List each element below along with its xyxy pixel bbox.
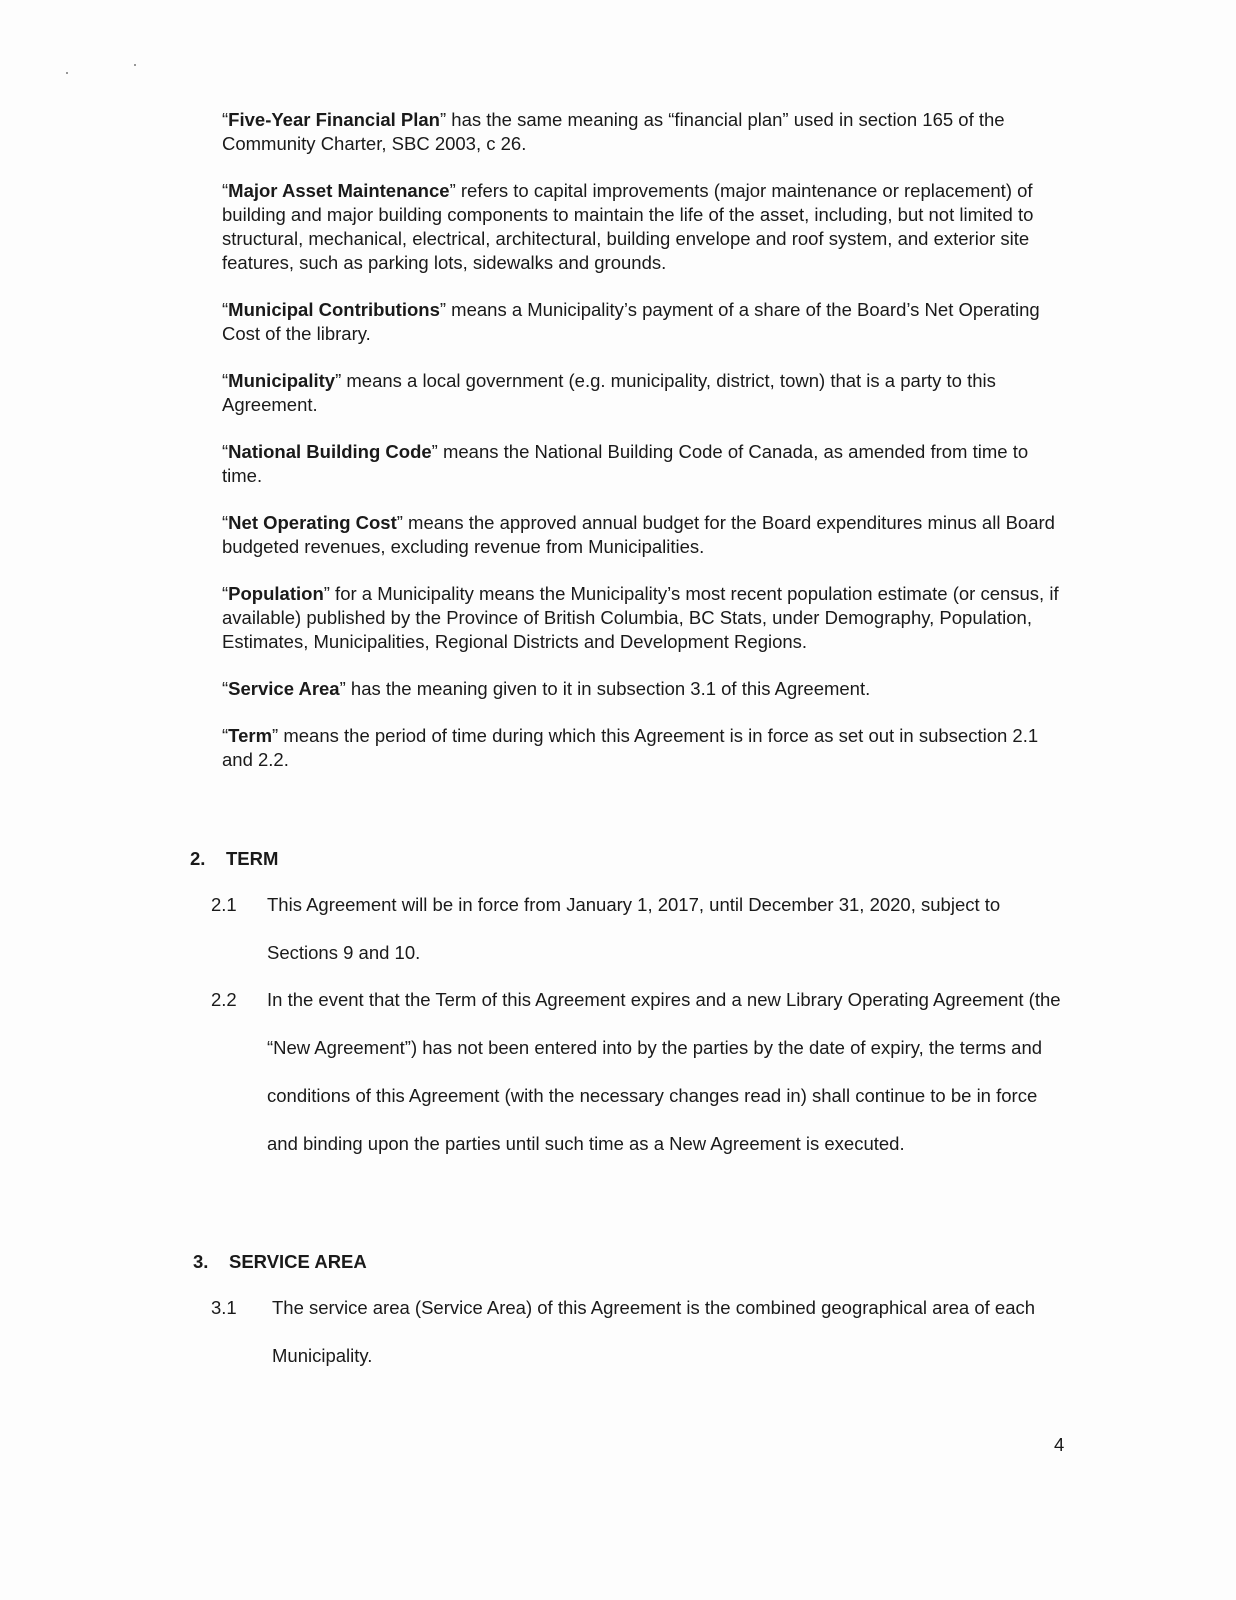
definition-text: ” refers to capital improvements (major maintenance or replacement) of building and major building components to maintain the life of the asset, including, but not limited to structural, mechanical, electrical, architectural, building envelope and roof system, and exterior site features, such as parking lots, sidewalks and grounds. (222, 180, 1034, 273)
clause-text: In the event that the Term of this Agreement expires and a new Library Operating Agreement (the “New Agreement”) has not been entered into by the parties by the date of expiry, the terms and conditions of this Agreement (with the necessary changes read in) shall continue to be in force and binding upon the parties until such time as a New Agreement is executed. (267, 989, 1061, 1154)
definition-text: ” means a Municipality’s payment of a share of the Board’s Net Operating Cost of the library. (222, 299, 1040, 344)
page-number: 4 (1054, 1434, 1065, 1455)
definition-five-year-financial-plan: “Five-Year Financial Plan” has the same meaning as “financial plan” used in section 165 of the Community Charter, SBC 2003, c 26. (222, 109, 1005, 154)
definition-term: Service Area (228, 678, 340, 699)
section-heading-term (190, 847, 278, 871)
definition-text: ” means the approved annual budget for the Board expenditures minus all Board budgeted revenues, excluding revenue from Municipalities. (222, 512, 1055, 557)
clause-number: 2.2 (211, 989, 237, 1010)
definitions-list (222, 108, 1072, 795)
definition-municipality: “Municipality” means a local government (e.g. municipality, district, town) that is a party to this Agreement. (222, 370, 996, 415)
definition-text: ” has the meaning given to it in subsection 3.1 of this Agreement. (339, 678, 871, 699)
definition-text: ” means the period of time during which this Agreement is in force as set out in subsection 2.1 and 2.2. (222, 725, 1039, 770)
definition-term: National Building Code (228, 441, 432, 462)
definition-term: Municipality (228, 370, 336, 391)
definition-term: Net Operating Cost (228, 512, 397, 533)
definition-term-label: Term (228, 725, 273, 746)
scan-speck (134, 64, 136, 66)
clause-text: The service area (Service Area) of this Agreement is the combined geographical area of each Municipality. (272, 1297, 1036, 1366)
definition-text: ” means a local government (e.g. municipality, district, town) that is a party to this Agreement. (222, 370, 996, 415)
definition-term: Major Asset Maintenance (228, 180, 450, 201)
clause-number: 3.1 (211, 1297, 237, 1318)
definition-major-asset-maintenance: “Major Asset Maintenance” refers to capital improvements (major maintenance or replacement) of building and major building components to maintain the life of the asset, including, but not limited to structural, mechanical, electrical, architectural, building envelope and roof system, and exterior site features, such as parking lots, sidewalks and grounds. (222, 180, 1034, 273)
definition-municipal-contributions: “Municipal Contributions” means a Municipality’s payment of a share of the Board’s Net Operating Cost of the library. (222, 299, 1040, 344)
definition-term: Population (228, 583, 324, 604)
section-number: 3. (193, 1251, 209, 1272)
section-number: 2. (190, 848, 206, 869)
definition-term: Five-Year Financial Plan (228, 109, 440, 130)
definition-national-building-code: “National Building Code” means the National Building Code of Canada, as amended from time to time. (222, 441, 1029, 486)
scan-speck (66, 72, 68, 74)
definition-net-operating-cost: “Net Operating Cost” means the approved annual budget for the Board expenditures minus all Board budgeted revenues, excluding revenue from Municipalities. (222, 512, 1055, 557)
definition-service-area: “Service Area” has the meaning given to it in subsection 3.1 of this Agreement. (222, 678, 871, 699)
clause-number: 2.1 (211, 894, 237, 915)
definition-text: ” for a Municipality means the Municipality’s most recent population estimate (or census, if available) published by the Province of British Columbia, BC Stats, under Demography, Population, Estimates, Municipalities, Regional Districts and Development Regions. (222, 583, 1059, 652)
clause-text: This Agreement will be in force from January 1, 2017, until December 31, 2020, subject to Sections 9 and 10. (267, 894, 1001, 963)
section-heading-service-area (193, 1250, 367, 1274)
definition-term: Municipal Contributions (228, 299, 440, 320)
definition-text: ” means the National Building Code of Canada, as amended from time to time. (222, 441, 1029, 486)
definition-population: “Population” for a Municipality means the Municipality’s most recent population estimate (or census, if available) published by the Province of British Columbia, BC Stats, under Demography, Population, Estimates, Municipalities, Regional Districts and Development Regions. (222, 583, 1059, 652)
section-title: TERM (226, 848, 279, 869)
definition-term: “Term” means the period of time during which this Agreement is in force as set out in subsection 2.1 and 2.2. (222, 725, 1039, 770)
definition-text: ” has the same meaning as “financial plan” used in section 165 of the Community Charter, SBC 2003, c 26. (222, 109, 1005, 154)
section-title: SERVICE AREA (229, 1251, 367, 1272)
